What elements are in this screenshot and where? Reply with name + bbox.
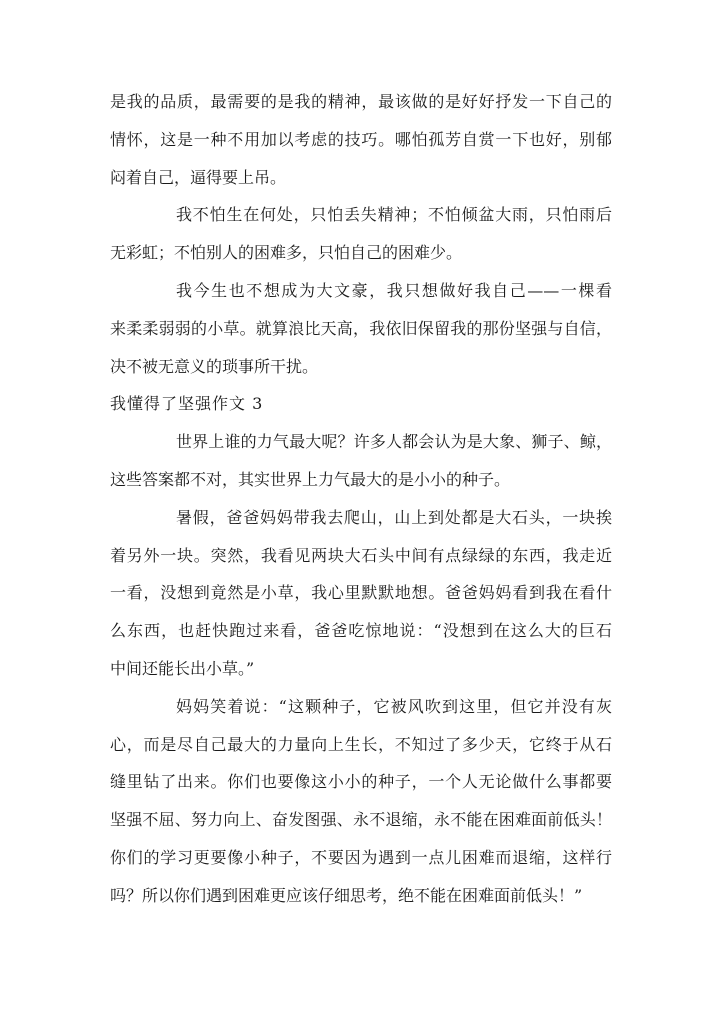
paragraph-line: 决不被无意义的琐事所干扰。 — [110, 356, 319, 376]
section-title: 我懂得了坚强作文 3 — [110, 394, 264, 414]
paragraph-line: 世界上谁的力气最大呢？许多人都会认为是大象、狮子、鲸， — [176, 432, 612, 452]
paragraph-line: 我不怕生在何处，只怕丢失精神；不怕倾盆大雨，只怕雨后 — [176, 205, 612, 225]
paragraph-line: 坚强不屈、努力向上、奋发图强、永不退缩，永不能在困难面前低头！ — [110, 810, 612, 830]
paragraph-line: 这些答案都不对，其实世界上力气最大的是小小的种子。 — [110, 469, 511, 489]
paragraph-line: 缝里钻了出来。你们也要像这小小的种子，一个人无论做什么事都要 — [110, 772, 612, 792]
paragraph-line: 着另外一块。突然，我看见两块大石头中间有点绿绿的东西，我走近 — [110, 545, 612, 565]
paragraph-line: 我今生也不想成为大文豪，我只想做好我自己——一棵看 — [176, 280, 612, 300]
paragraph-line: 心，而是尽自己最大的力量向上生长，不知过了多少天，它终于从石 — [110, 734, 612, 754]
paragraph-line: 闷着自己，逼得要上吊。 — [110, 167, 287, 187]
paragraph-line: 来柔柔弱弱的小草。就算浪比天高，我依旧保留我的那份坚强与自信， — [110, 318, 612, 338]
paragraph-line: 你们的学习更要像小种子，不要因为遇到一点儿困难而退缩，这样行 — [110, 847, 612, 867]
paragraph-line: 无彩虹；不怕别人的困难多，只怕自己的困难少。 — [110, 243, 463, 263]
paragraph-line: 情怀，这是一种不用加以考虑的技巧。哪怕孤芳自赏一下也好，别郁 — [110, 129, 612, 149]
paragraph-line: 妈妈笑着说：“这颗种子，它被风吹到这里，但它并没有灰 — [176, 696, 612, 716]
paragraph-line: 中间还能长出小草。” — [110, 658, 255, 678]
paragraph-line: 一看，没想到竟然是小草，我心里默默地想。爸爸妈妈看到我在看什 — [110, 583, 612, 603]
paragraph-line: 是我的品质，最需要的是我的精神，最该做的是好好抒发一下自己的 — [110, 92, 612, 111]
paragraph-line: 吗？所以你们遇到困难更应该仔细思考，绝不能在困难面前低头！” — [110, 885, 583, 905]
document-page — [110, 83, 612, 915]
paragraph-line: 暑假，爸爸妈妈带我去爬山，山上到处都是大石头，一块挨 — [176, 507, 612, 527]
paragraph-line: 么东西，也赶快跑过来看，爸爸吃惊地说：“没想到在这么大的巨石 — [110, 621, 612, 641]
